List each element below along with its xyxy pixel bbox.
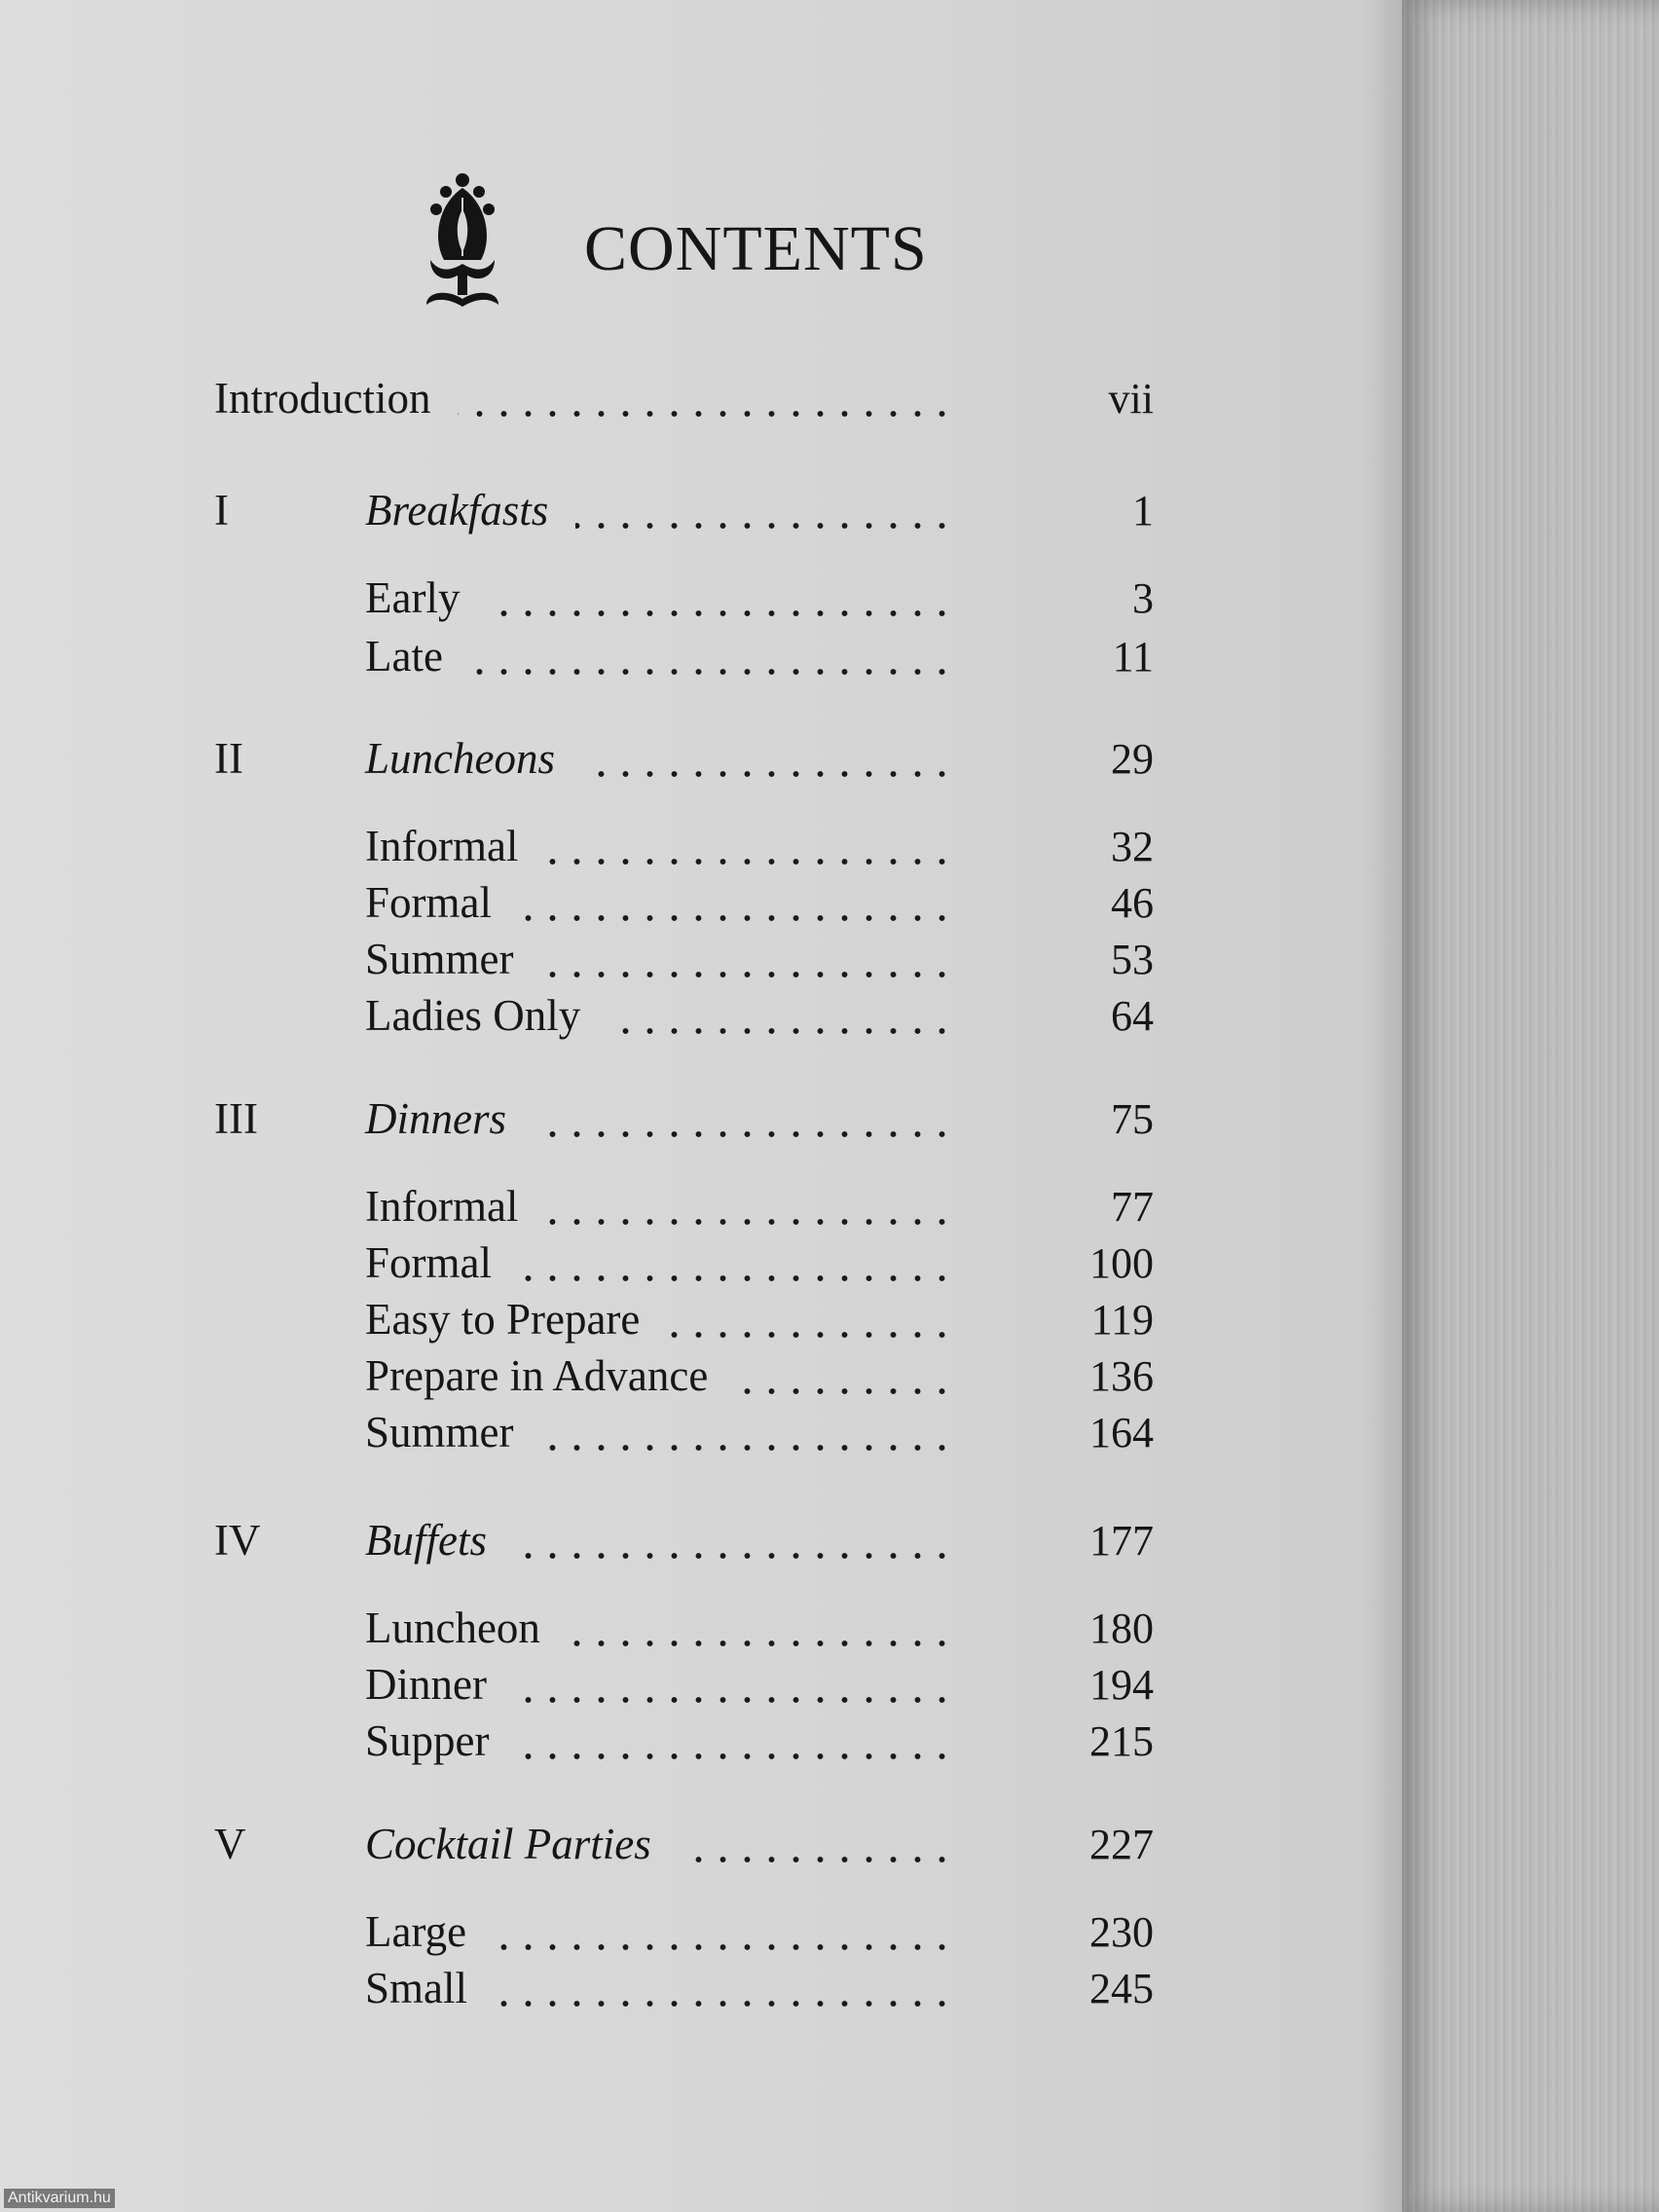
page-title: CONTENTS <box>584 213 928 284</box>
chapter-title: Cocktail Parties <box>365 1820 651 1868</box>
contents-heading <box>419 166 928 321</box>
entry-label: Informal <box>365 1182 519 1231</box>
page-number: 32 <box>1111 823 1154 870</box>
dot-leader <box>582 768 954 780</box>
page-number: 119 <box>1090 1296 1154 1344</box>
entry-label: Luncheon <box>365 1604 540 1652</box>
entry-label: Small <box>365 1964 468 2012</box>
toc-entry-row <box>0 982 1402 1041</box>
dot-leader <box>541 969 954 980</box>
dot-leader <box>568 1638 954 1649</box>
toc-entry-row <box>0 623 1402 682</box>
page-number: 194 <box>1089 1661 1154 1709</box>
toc-entry-row <box>0 1399 1402 1457</box>
entry-label: Informal <box>365 822 519 870</box>
entry-label: Ladies Only <box>365 991 581 1040</box>
entry-label: Summer <box>365 1408 514 1456</box>
toc-entry-row <box>0 1286 1402 1345</box>
page-number: 245 <box>1089 1965 1154 2012</box>
floral-ornament-icon <box>419 170 506 316</box>
entry-label: Formal <box>365 1238 492 1287</box>
page-number: 136 <box>1089 1352 1154 1400</box>
entry-label: Large <box>365 1907 467 1956</box>
dot-leader <box>470 666 954 678</box>
chapter-numeral: III <box>214 1094 258 1143</box>
dot-leader <box>514 1550 954 1562</box>
toc-entry-row <box>0 1651 1402 1710</box>
entry-label: Early <box>365 573 461 622</box>
dot-leader <box>494 1941 954 1953</box>
page-number: 29 <box>1111 735 1154 783</box>
dot-leader <box>458 408 954 420</box>
toc-entry-row <box>0 1230 1402 1288</box>
dot-leader <box>575 520 954 532</box>
entry-label: Supper <box>365 1716 490 1765</box>
page-number: 164 <box>1089 1409 1154 1456</box>
dot-leader <box>541 1442 954 1454</box>
entry-label: Dinner <box>365 1660 487 1709</box>
dot-leader <box>545 856 954 867</box>
entry-label: Summer <box>365 935 514 983</box>
dot-leader <box>519 912 954 924</box>
entry-label: Formal <box>365 878 492 927</box>
entry-label: Introduction <box>214 374 431 423</box>
toc-entry-row <box>0 926 1402 984</box>
page-number: vii <box>1108 375 1154 423</box>
chapter-numeral: IV <box>214 1516 261 1565</box>
toc-chapter-row <box>0 1507 1402 1566</box>
dot-leader <box>534 1128 954 1140</box>
dot-leader <box>514 1694 954 1706</box>
page-number: 215 <box>1089 1717 1154 1765</box>
page-number: 1 <box>1132 487 1154 535</box>
watermark-credit: Antikvarium.hu <box>4 2189 115 2208</box>
chapter-numeral: I <box>214 486 229 535</box>
toc-entry-row <box>0 1899 1402 1957</box>
toc-entry-row <box>0 869 1402 928</box>
dot-leader <box>679 1854 954 1865</box>
page-number: 53 <box>1111 936 1154 983</box>
toc-entry-row <box>0 1955 1402 2013</box>
chapter-title: Breakfasts <box>365 486 549 535</box>
dot-leader <box>517 1751 954 1762</box>
chapter-title: Luncheons <box>365 734 555 783</box>
dot-leader <box>545 1216 954 1228</box>
toc-introduction-row <box>0 365 1402 424</box>
page-number: 46 <box>1111 879 1154 927</box>
toc-entry-row <box>0 1173 1402 1232</box>
dot-leader <box>495 1998 954 2009</box>
page-number: 77 <box>1111 1183 1154 1231</box>
dot-leader <box>519 1272 954 1284</box>
page-number: 180 <box>1089 1604 1154 1652</box>
entry-label: Prepare in Advance <box>365 1351 709 1400</box>
toc-entry-row <box>0 1343 1402 1401</box>
page-number: 177 <box>1089 1517 1154 1565</box>
chapter-numeral: V <box>214 1820 246 1868</box>
page-number: 100 <box>1089 1239 1154 1287</box>
toc-chapter-row <box>0 1811 1402 1869</box>
toc-entry-row <box>0 565 1402 623</box>
page-number: 11 <box>1112 633 1154 681</box>
toc-chapter-row <box>0 477 1402 535</box>
entry-label: Late <box>365 632 443 681</box>
chapter-numeral: II <box>214 734 243 783</box>
toc-entry-row <box>0 813 1402 871</box>
page-number: 3 <box>1132 574 1154 622</box>
toc-entry-row <box>0 1595 1402 1653</box>
page-number: 230 <box>1089 1908 1154 1956</box>
dot-leader <box>667 1329 954 1341</box>
toc-entry-row <box>0 1708 1402 1766</box>
toc-chapter-row <box>0 725 1402 784</box>
page-number: 75 <box>1111 1095 1154 1143</box>
dot-leader <box>608 1025 954 1037</box>
book-page-edges <box>1402 0 1659 2212</box>
page-number: 64 <box>1111 992 1154 1040</box>
dot-leader <box>487 608 954 619</box>
chapter-title: Dinners <box>365 1094 506 1143</box>
dot-leader <box>735 1385 954 1397</box>
page-number: 227 <box>1089 1821 1154 1868</box>
chapter-title: Buffets <box>365 1516 487 1565</box>
toc-chapter-row <box>0 1086 1402 1144</box>
entry-label: Easy to Prepare <box>365 1295 641 1344</box>
